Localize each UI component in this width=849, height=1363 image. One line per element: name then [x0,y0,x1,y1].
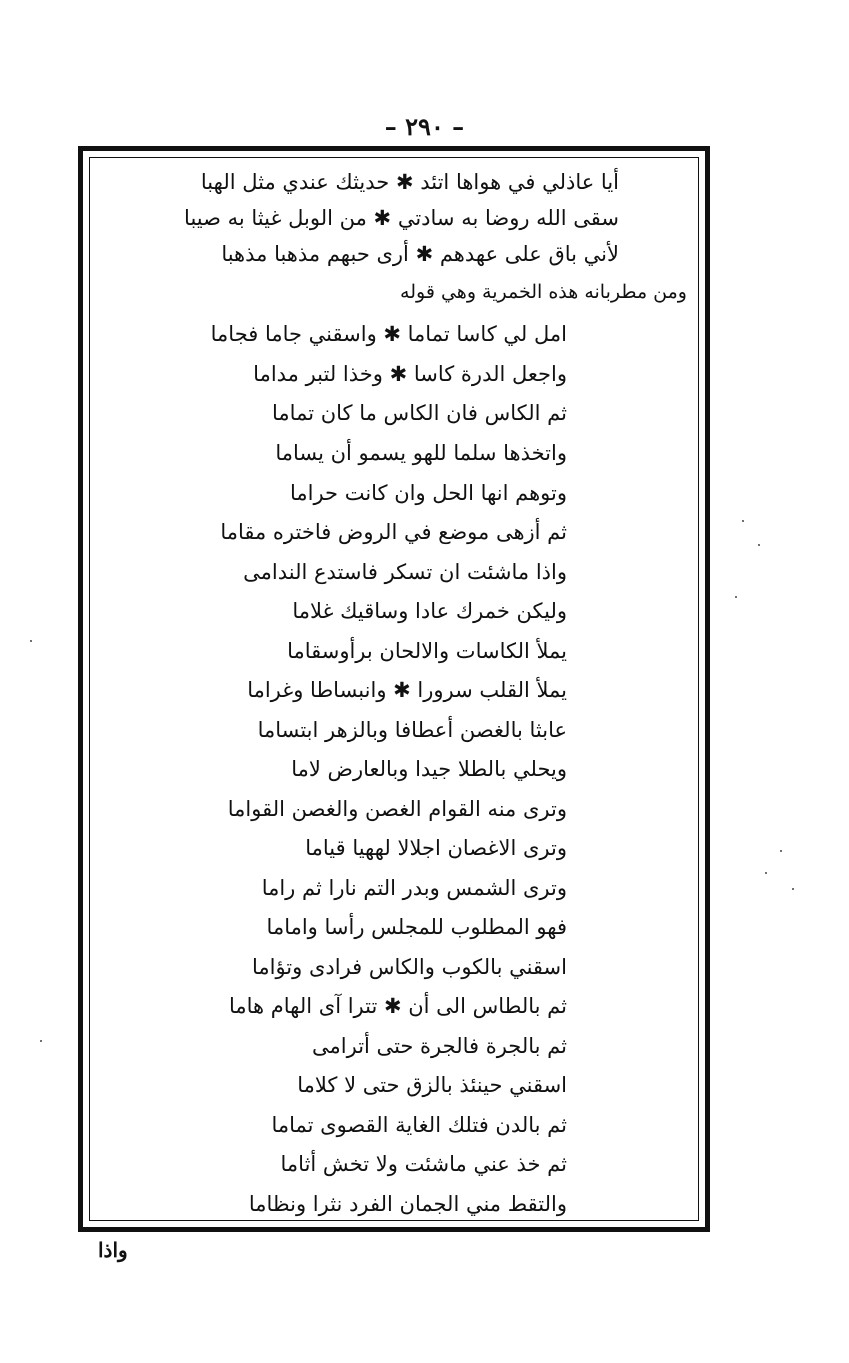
verse-a-2: سقى الله روضا به سادتي ✱ من الوبل غيثا به صيبا [184,206,619,230]
verse-b-12: ويحلي بالطلا جيدا وبالعارض لاما [291,757,567,781]
speck [758,544,760,546]
intro-line: ومن مطربانه هذه الخمرية وهي قوله [400,281,687,303]
verse-b-17: اسقني بالكوب والكاس فرادى وتؤاما [251,955,567,979]
verse-b-9: يملأ الكاسات والالحان برأوسقاما [287,639,567,663]
page-number: – ٢٩٠ – [384,112,465,141]
verse-b-3: ثم الكاس فان الكاس ما كان تماما [272,401,567,425]
verse-b-13: وترى منه القوام الغصن والغصن القواما [227,797,567,821]
verse-b-5: وتوهم انها الحل وان كانت حراما [289,481,567,505]
verse-b-23: والتقط مني الجمان الفرد نثرا ونظاما [248,1192,567,1216]
speck [780,850,782,852]
verse-b-6: ثم أزهى موضع في الروض فاختره مقاما [220,520,567,544]
verse-b-19: ثم بالجرة فالجرة حتى أترامى [312,1034,567,1058]
speck [735,596,737,598]
catchword: واذا [98,1238,128,1262]
verse-b-11: عابثا بالغصن أعطافا وبالزهر ابتساما [257,718,567,742]
verse-b-18: ثم بالطاس الى أن ✱ تترا آى الهام هاما [228,994,567,1018]
speck [792,888,794,890]
verse-b-10: يملأ القلب سرورا ✱ وانبساطا وغراما [247,678,567,702]
verse-b-4: واتخذها سلما للهو يسمو أن يساما [275,441,567,465]
verse-b-21: ثم بالدن فتلك الغاية القصوى تماما [271,1113,567,1137]
verse-b-2: واجعل الدرة كاسا ✱ وخذا لتبر مداما [253,362,567,386]
verse-a-1: أيا عاذلي في هواها اتئد ✱ حديثك عندي مثل الهبا [200,170,619,194]
verse-b-22: ثم خذ عني ماشئت ولا تخش أثاما [280,1152,567,1176]
speck [742,520,744,522]
verse-a-3: لأني باق على عهدهم ✱ أرى حبهم مذهبا مذهبا [221,242,619,266]
speck [40,1040,42,1042]
verse-b-14: وترى الاغصان اجلالا لههيا قياما [305,836,567,860]
verse-b-16: فهو المطلوب للمجلس رأسا واماما [266,915,567,939]
verse-b-15: وترى الشمس وبدر التم نارا ثم راما [261,876,567,900]
verse-b-7: واذا ماشئت ان تسكر فاستدع الندامى [243,560,567,584]
verse-b-8: وليكن خمرك عادا وساقيك غلاما [292,599,567,623]
speck [30,640,32,642]
speck [765,872,767,874]
verse-b-1: امل لي كاسا تماما ✱ واسقني جاما فجاما [210,322,567,346]
verse-b-20: اسقني حينئذ بالزق حتى لا كلاما [297,1073,567,1097]
